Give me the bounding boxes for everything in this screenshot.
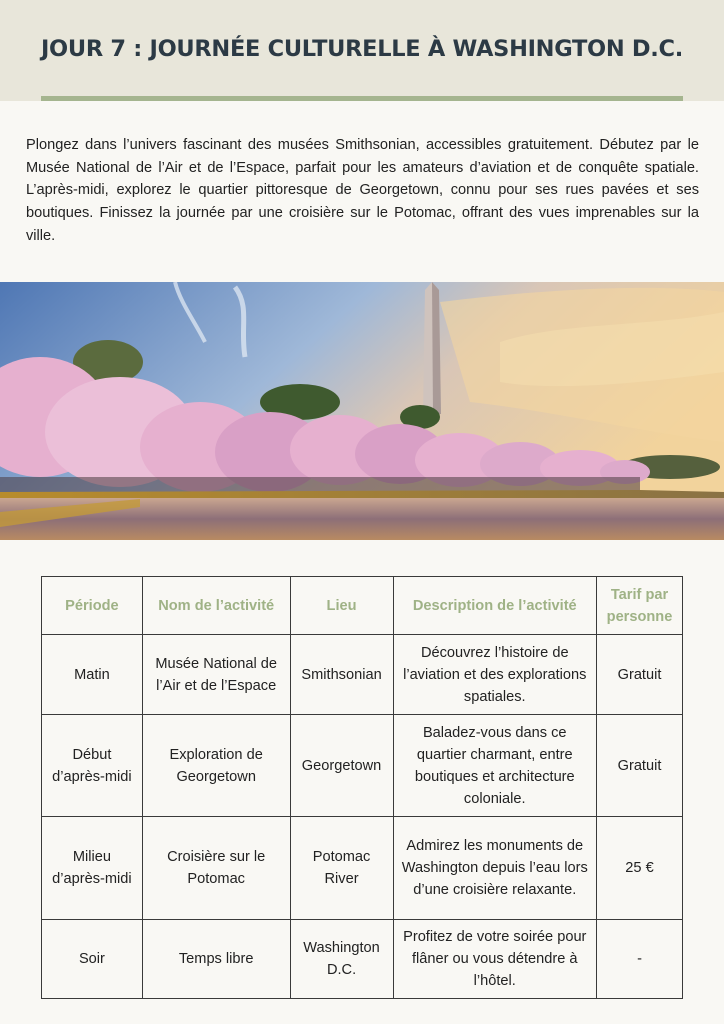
header-price: Tarif par personne [597,577,683,635]
cell-price: - [597,920,683,999]
cell-activity-name: Musée National de l’Air et de l’Espace [142,635,290,715]
page-title: JOUR 7 : JOURNÉE CULTURELLE À WASHINGTON D.C. [40,36,684,62]
cell-location: Potomac River [290,817,393,920]
table-header-row [42,577,683,635]
header-periode: Période [42,577,143,635]
washington-monument-cherry-blossom-photo [0,282,724,540]
cell-description: Découvrez l’histoire de l’aviation et des explorations spatiales. [393,635,597,715]
table-row [42,635,683,715]
cell-description: Admirez les monuments de Washington depuis l’eau lors d’une croisière relaxante. [393,817,597,920]
cell-price: Gratuit [597,715,683,817]
hero-image [0,282,724,540]
cell-location: Washington D.C. [290,920,393,999]
intro-paragraph: Plongez dans l’univers fascinant des musées Smithsonian, accessibles gratuitement. Débutez par le Musée National de l’Air et de l’Espace, parfait pour les amateurs d’aviation et de conquête spatiale. L’après-midi, explorez le quartier pittoresque de Georgetown, connu pour ses rues pavées et ses boutiques. Finissez la journée par une croisière sur le Potomac, offrant des vues imprenables sur la ville. [26,137,699,244]
cell-periode: Soir [42,920,143,999]
cell-price: 25 € [597,817,683,920]
table-row [42,817,683,920]
header-description: Description de l’activité [393,577,597,635]
cell-periode: Matin [42,635,143,715]
page-header [0,0,724,101]
cell-periode: Début d’après-midi [42,715,143,817]
cell-periode: Milieu d’après-midi [42,817,143,920]
header-location: Lieu [290,577,393,635]
title-divider [41,96,683,101]
cell-price: Gratuit [597,635,683,715]
cell-activity-name: Exploration de Georgetown [142,715,290,817]
schedule-table [41,576,683,999]
table-row [42,715,683,817]
cell-description: Profitez de votre soirée pour flâner ou vous détendre à l’hôtel. [393,920,597,999]
cell-activity-name: Temps libre [142,920,290,999]
header-activity-name: Nom de l’activité [142,577,290,635]
cell-location: Georgetown [290,715,393,817]
cell-activity-name: Croisière sur le Potomac [142,817,290,920]
cell-location: Smithsonian [290,635,393,715]
table-row [42,920,683,999]
cell-description: Baladez-vous dans ce quartier charmant, entre boutiques et architecture coloniale. [393,715,597,817]
